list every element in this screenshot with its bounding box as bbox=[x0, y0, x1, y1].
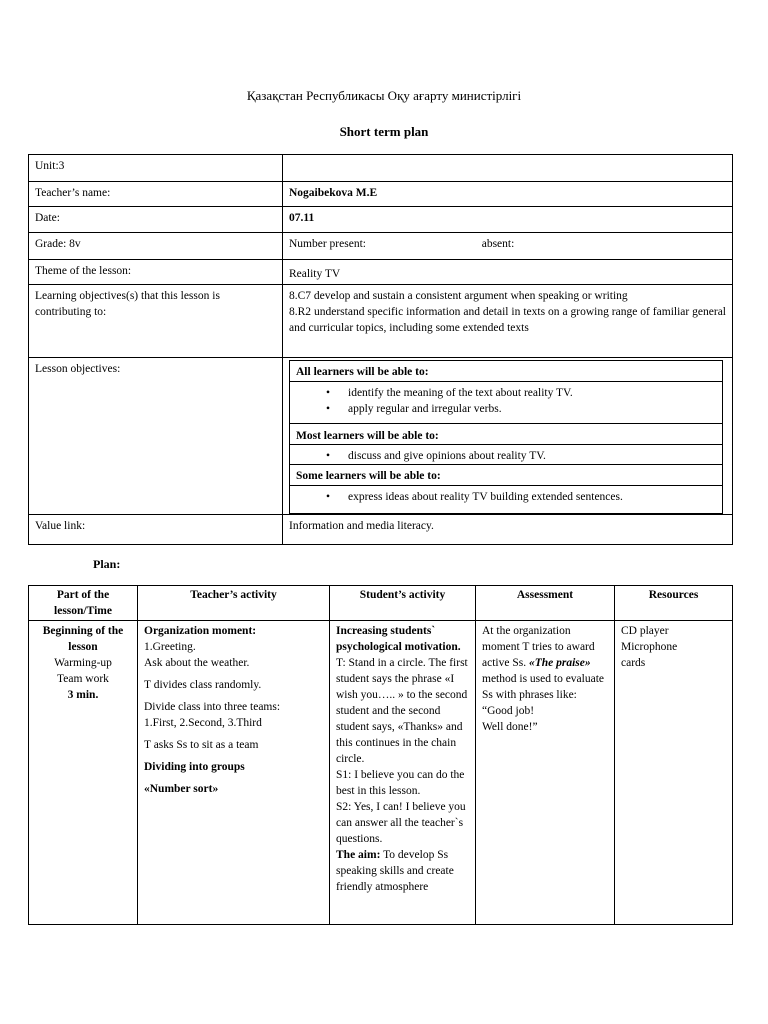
col-header-student: Student’s activity bbox=[330, 586, 476, 621]
teacher-line-4: Divide class into three teams: bbox=[144, 701, 281, 713]
plan-label: Plan: bbox=[93, 557, 121, 571]
teacher-line-1: 1.Greeting. bbox=[144, 641, 196, 653]
student-text-1: T: Stand in a circle. The first student says the phrase «I wish you….. » to the second student and the second student says, «Thanks» and this continues in the chain circle. bbox=[336, 657, 468, 765]
student-activity-cell bbox=[330, 621, 476, 925]
most-learners-list bbox=[296, 448, 716, 464]
some-learners-heading: Some learners will be able to: bbox=[290, 465, 723, 486]
col-header-part: Part of the lesson/Time bbox=[29, 586, 138, 621]
date-label: Date: bbox=[29, 207, 283, 233]
teacher-activity-cell bbox=[138, 621, 330, 925]
col-header-teacher: Teacher’s activity bbox=[138, 586, 330, 621]
unit-value bbox=[283, 155, 733, 182]
document-title: Short term plan bbox=[339, 124, 429, 139]
lesson-objectives-label: Lesson objectives: bbox=[29, 358, 283, 515]
student-text-2: S1: I believe you can do the best in this lesson. bbox=[336, 769, 465, 797]
absent-label: absent: bbox=[481, 238, 515, 250]
assessment-method: «The praise» bbox=[528, 657, 591, 669]
teacher-row bbox=[29, 182, 733, 207]
ministry-heading: Қазақстан Республикасы Оқу ағарту министірлігі bbox=[246, 88, 522, 103]
part-sub2: Team work bbox=[57, 673, 109, 685]
teacher-line-2: Ask about the weather. bbox=[144, 657, 250, 669]
some-item-1: • express ideas about reality TV building extended sentences. bbox=[326, 489, 716, 505]
assessment-text-4: Well done!” bbox=[482, 721, 538, 733]
all-learners-list bbox=[296, 385, 716, 417]
some-learners-list bbox=[296, 489, 716, 505]
student-text-3: S2: Yes, I can! I believe you can answer all the teacher`s questions. bbox=[336, 801, 466, 845]
theme-label: Theme of the lesson: bbox=[29, 260, 283, 285]
teacher-line-6: T asks Ss to sit as a team bbox=[144, 739, 259, 751]
value-link-label: Value link: bbox=[29, 515, 283, 545]
theme-value: Reality TV bbox=[283, 260, 733, 285]
value-link-row bbox=[29, 515, 733, 545]
plan-table bbox=[28, 585, 733, 925]
assessment-text-2: method is used to evaluate Ss with phrases like: bbox=[482, 673, 604, 701]
aim-label: The aim: bbox=[336, 849, 381, 861]
all-item-2: • apply regular and irregular verbs. bbox=[326, 401, 716, 417]
unit-label: Unit:3 bbox=[29, 155, 283, 182]
resource-item-3: cards bbox=[621, 657, 646, 669]
learning-objective-1: 8.C7 develop and sustain a consistent argument when speaking or writing bbox=[289, 290, 628, 302]
aim-text: To develop Ss speaking skills and create friendly atmosphere bbox=[336, 849, 454, 893]
all-learners-heading: All learners will be able to: bbox=[290, 361, 723, 382]
part-sub1: Warming-up bbox=[54, 657, 112, 669]
all-item-1: • identify the meaning of the text about reality TV. bbox=[326, 385, 716, 401]
col-header-resources: Resources bbox=[615, 586, 733, 621]
most-item-1: • discuss and give opinions about reality TV. bbox=[326, 448, 716, 464]
resource-item-1: CD player bbox=[621, 625, 669, 637]
grade-row bbox=[29, 233, 733, 260]
lesson-objectives-cell bbox=[283, 358, 733, 515]
part-stage: Beginning of the lesson bbox=[42, 625, 124, 653]
teacher-value: Nogaibekova M.E bbox=[283, 182, 733, 207]
student-heading: Increasing students` psychological motivation. bbox=[336, 625, 461, 653]
learning-objective-2: 8.R2 understand specific information and detail in texts on a growing range of familiar general and curricular topics, including some extended texts bbox=[289, 306, 726, 334]
assessment-cell bbox=[476, 621, 615, 925]
all-learners-list-cell bbox=[290, 382, 723, 424]
objectives-subtable bbox=[289, 360, 723, 514]
teacher-line-8: «Number sort» bbox=[144, 783, 219, 795]
teacher-line-7: Dividing into groups bbox=[144, 761, 245, 773]
lesson-info-table bbox=[28, 154, 733, 545]
attendance-cell bbox=[283, 233, 733, 260]
learning-objectives-label: Learning objectives(s) that this lesson is contributing to: bbox=[29, 285, 283, 358]
resources-cell bbox=[615, 621, 733, 925]
teacher-line-3: T divides class randomly. bbox=[144, 679, 262, 691]
plan-header-row bbox=[29, 586, 733, 621]
plan-row bbox=[29, 621, 733, 925]
unit-row bbox=[29, 155, 733, 182]
grade-label: Grade: 8v bbox=[29, 233, 283, 260]
most-learners-heading: Most learners will be able to: bbox=[290, 424, 723, 445]
theme-row bbox=[29, 260, 733, 285]
teacher-label: Teacher’s name: bbox=[29, 182, 283, 207]
learning-objectives-cell bbox=[283, 285, 733, 358]
assessment-text bbox=[482, 623, 608, 703]
date-value: 07.11 bbox=[283, 207, 733, 233]
some-learners-list-cell bbox=[290, 486, 723, 514]
col-header-assessment: Assessment bbox=[476, 586, 615, 621]
student-aim bbox=[336, 847, 469, 895]
learning-objectives-row bbox=[29, 285, 733, 358]
part-cell bbox=[29, 621, 138, 925]
date-row bbox=[29, 207, 733, 233]
value-link-value: Information and media literacy. bbox=[283, 515, 733, 545]
assessment-text-3: “Good job! bbox=[482, 705, 535, 717]
number-present-label: Number present: bbox=[289, 238, 366, 250]
teacher-line-5: 1.First, 2.Second, 3.Third bbox=[144, 717, 262, 729]
resource-item-2: Microphone bbox=[621, 641, 678, 653]
lesson-objectives-row bbox=[29, 358, 733, 515]
assessment-text-1: At the organization moment T tries to award active Ss. bbox=[482, 625, 595, 669]
part-time: 3 min. bbox=[67, 689, 99, 701]
most-learners-list-cell bbox=[290, 445, 723, 465]
teacher-heading: Organization moment: bbox=[144, 625, 257, 637]
